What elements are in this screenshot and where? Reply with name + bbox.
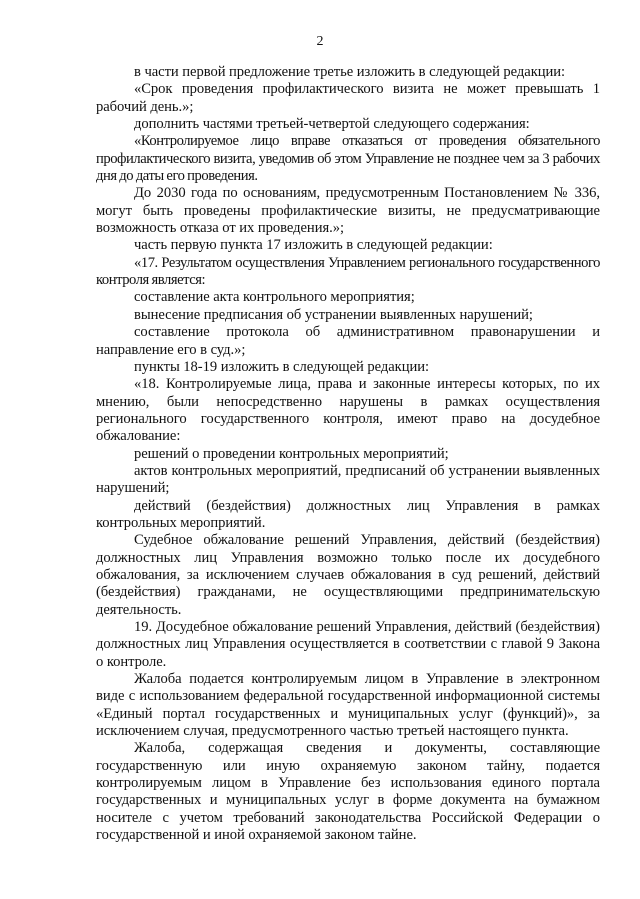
paragraph: часть первую пункта 17 изложить в следующей редакции:: [134, 237, 493, 254]
paragraph: пункты 18-19 изложить в следующей редакции:: [134, 358, 429, 375]
paragraph: вынесение предписания об устранении выявленных нарушений;: [134, 306, 533, 323]
paragraph: До 2030 года по основаниям, предусмотренным Постановлением № 336, могут быть проведены профилактические визиты, не предусматривающие возможность отказа от их проведения.»;: [96, 185, 600, 237]
paragraph: актов контрольных мероприятий, предписаний об устранении выявленных нарушений;: [96, 462, 600, 497]
paragraph: «Срок проведения профилактического визита не может превышать 1 рабочий день.»;: [96, 81, 600, 115]
paragraph: «Контролируемое лицо вправе отказаться от проведения обязательного профилактического визита, уведомив об этом Управление не позднее чем за 3 рабочих дня до даты его проведения.: [96, 133, 600, 185]
paragraph: составление акта контрольного мероприятия;: [134, 289, 415, 306]
paragraph: действий (бездействия) должностных лиц Управления в рамках контрольных мероприятий.: [96, 497, 600, 531]
paragraph: Жалоба, содержащая сведения и документы, составляющие государственную или иную охраняемую законом тайну, подается контролируемым лицом в Управление без использования единого портала государственных и муниципальных услуг в форме документа на бумажном носителе с учетом требований законодательства Российской Федерации о государственной и иной охраняемой законом тайне.: [96, 740, 600, 844]
paragraph: в части первой предложение третье изложить в следующей редакции:: [134, 64, 566, 80]
paragraph: «17. Результатом осуществления Управлением регионального государственного контроля является:: [96, 254, 600, 289]
paragraph: дополнить частями третьей-четвертой следующего содержания:: [134, 116, 530, 133]
paragraph: решений о проведении контрольных мероприятий;: [134, 445, 449, 462]
paragraph: Жалоба подается контролируемым лицом в Управление в электронном виде с использованием федеральной государственной информационной системы «Единый портал государственных и муниципальных услуг (функций)», за исключением случая, предусмотренного частью третьей настоящего пункта.: [96, 671, 600, 740]
paragraph: Судебное обжалование решений Управления, действий (бездействия) должностных лиц Управления возможно только после их досудебного обжалования, за исключением случаев обжалования в суд решений, действий (бездействия) гражданами, не осуществляющими предпринимательскую деятельность.: [96, 532, 600, 618]
page-number: 2: [316, 34, 324, 49]
paragraph: составление протокола об административном правонарушении и направление его в суд.»;: [96, 324, 600, 358]
paragraph: «18. Контролируемые лица, права и законные интересы которых, по их мнению, были непосредственно нарушены в рамках осуществления регионального государственного контроля, имеют право на досудебное обжалование:: [96, 376, 600, 445]
paragraph: 19. Досудебное обжалование решений Управления, действий (бездействия) должностных лиц Управления осуществляется в соответствии с главой 9 Закона о контроле.: [96, 619, 600, 670]
document-body: [96, 64, 600, 844]
